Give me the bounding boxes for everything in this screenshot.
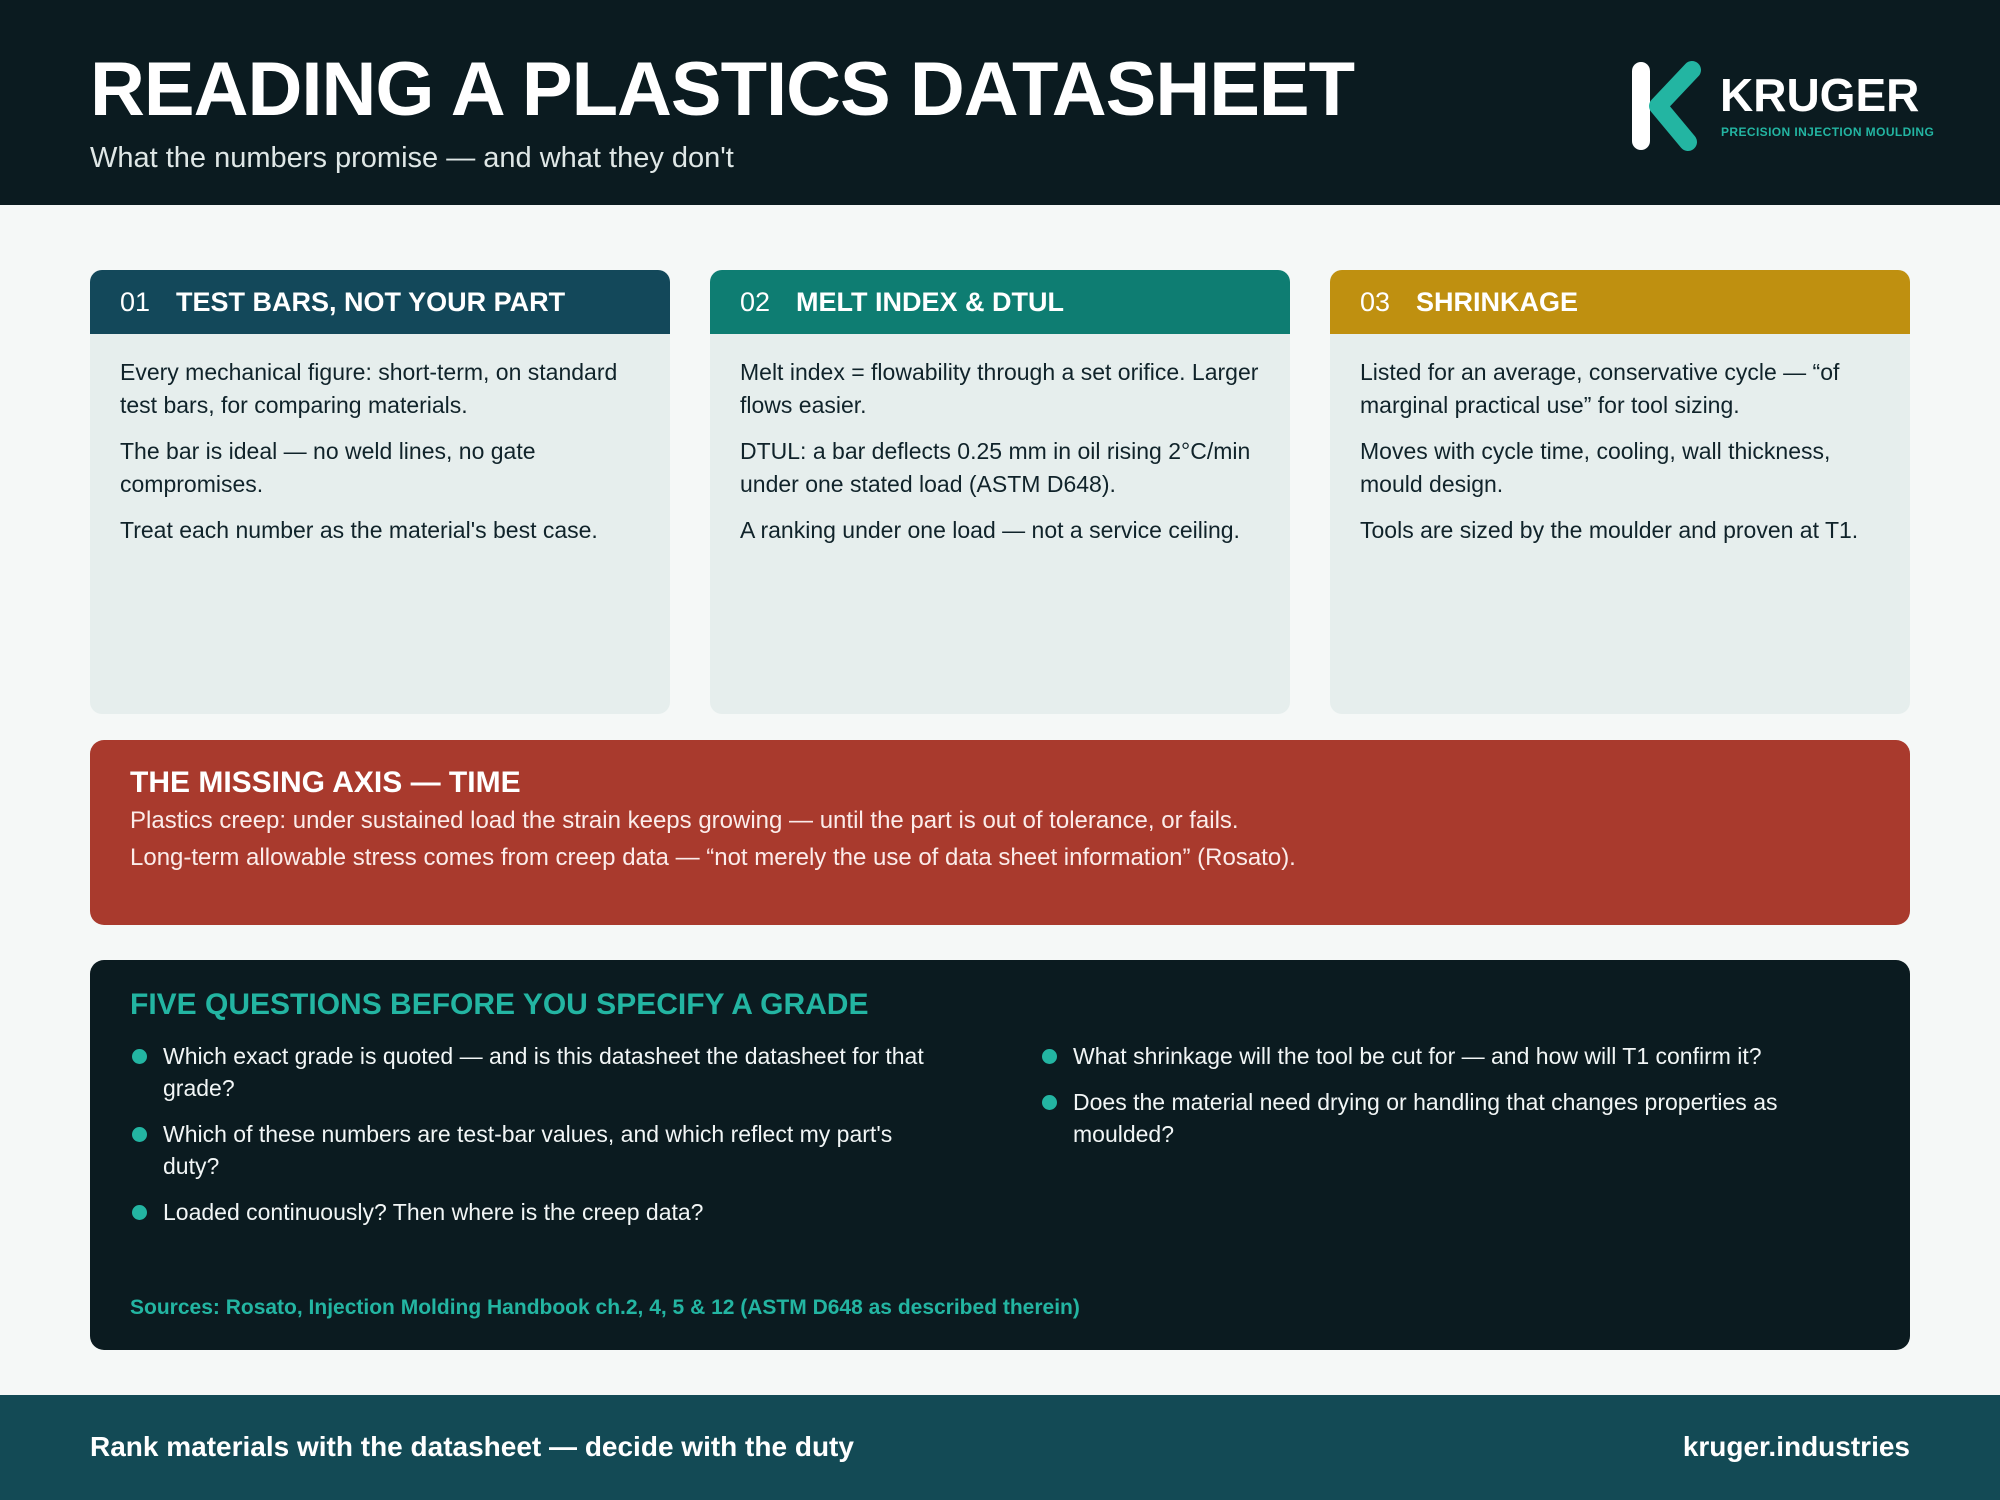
card-body	[1330, 334, 1910, 547]
card-number: 03	[1360, 286, 1391, 317]
card-header	[90, 270, 670, 334]
question-item	[1040, 1040, 1860, 1072]
card-melt-index	[710, 270, 1290, 714]
card-paragraph: Every mechanical figure: short-term, on standard test bars, for comparing materials.	[120, 359, 618, 418]
page-title: READING A PLASTICS DATASHEET	[90, 47, 1355, 132]
card-paragraph: A ranking under one load — not a service ceiling.	[740, 517, 1240, 543]
kruger-logo	[1628, 58, 1935, 154]
bullet-dot-icon	[132, 1127, 147, 1142]
question-text: What shrinkage will the tool be cut for — and how will T1 confirm it?	[1073, 1043, 1762, 1069]
card-header	[710, 270, 1290, 334]
question-text: Which exact grade is quoted — and is this datasheet the datasheet for that grade?	[163, 1043, 924, 1101]
missing-axis-panel	[90, 740, 1910, 925]
card-paragraph: Melt index = flowability through a set orifice. Larger flows easier.	[740, 359, 1259, 418]
logo-wordmark: KRUGER	[1720, 69, 1920, 121]
logo-tagline: PRECISION INJECTION MOULDING	[1721, 125, 1935, 139]
card-paragraph: Tools are sized by the moulder and proven at T1.	[1360, 517, 1859, 543]
card-paragraph: Treat each number as the material's best case.	[120, 517, 598, 543]
question-item	[130, 1196, 950, 1228]
card-paragraph: Listed for an average, conservative cycle — “of marginal practical use” for tool sizing.	[1360, 359, 1840, 418]
kruger-k-logo-icon	[1628, 58, 1708, 154]
card-body	[710, 334, 1290, 547]
questions-panel	[90, 960, 1910, 1350]
bullet-dot-icon	[132, 1205, 147, 1220]
questions-column-left	[130, 1040, 950, 1242]
question-text: Loaded continuously? Then where is the creep data?	[163, 1199, 704, 1225]
footer-tagline: Rank materials with the datasheet — decide with the duty	[90, 1431, 854, 1462]
card-title: TEST BARS, NOT YOUR PART	[176, 286, 566, 317]
card-shrinkage	[1330, 270, 1910, 714]
page-subtitle: What the numbers promise — and what they don't	[90, 142, 734, 174]
missing-axis-title: THE MISSING AXIS — TIME	[130, 766, 521, 799]
question-text: Does the material need drying or handling that changes properties as moulded?	[1073, 1089, 1778, 1147]
missing-axis-line: Plastics creep: under sustained load the strain keeps growing — until the part is out of tolerance, or fails.	[130, 807, 1239, 834]
card-title: SHRINKAGE	[1416, 286, 1579, 317]
card-test-bars	[90, 270, 670, 714]
bullet-dot-icon	[1042, 1095, 1057, 1110]
card-paragraph: The bar is ideal — no weld lines, no gate compromises.	[120, 438, 536, 497]
question-item	[1040, 1086, 1860, 1150]
card-paragraph: Moves with cycle time, cooling, wall thickness, mould design.	[1360, 438, 1831, 497]
footer-url-link[interactable]: kruger.industries	[1682, 1431, 1910, 1462]
question-text: Which of these numbers are test-bar values, and which reflect my part's duty?	[163, 1121, 893, 1179]
question-item	[130, 1118, 950, 1182]
questions-title: FIVE QUESTIONS BEFORE YOU SPECIFY A GRADE	[130, 988, 869, 1021]
sources-note: Sources: Rosato, Injection Molding Handbook ch.2, 4, 5 & 12 (ASTM D648 as described therein)	[130, 1296, 1080, 1319]
card-number: 02	[740, 286, 771, 317]
questions-column-right	[1040, 1040, 1860, 1164]
card-number: 01	[120, 286, 151, 317]
card-title: MELT INDEX & DTUL	[796, 286, 1065, 317]
card-header	[1330, 270, 1910, 334]
missing-axis-line: Long-term allowable stress comes from creep data — “not merely the use of data sheet information” (Rosato).	[130, 844, 1296, 871]
footer	[0, 1395, 2000, 1500]
card-paragraph: DTUL: a bar deflects 0.25 mm in oil rising 2°C/min under one stated load (ASTM D648).	[740, 438, 1251, 497]
header	[0, 0, 2000, 205]
bullet-dot-icon	[132, 1049, 147, 1064]
card-body	[90, 334, 670, 547]
question-item	[130, 1040, 950, 1104]
bullet-dot-icon	[1042, 1049, 1057, 1064]
